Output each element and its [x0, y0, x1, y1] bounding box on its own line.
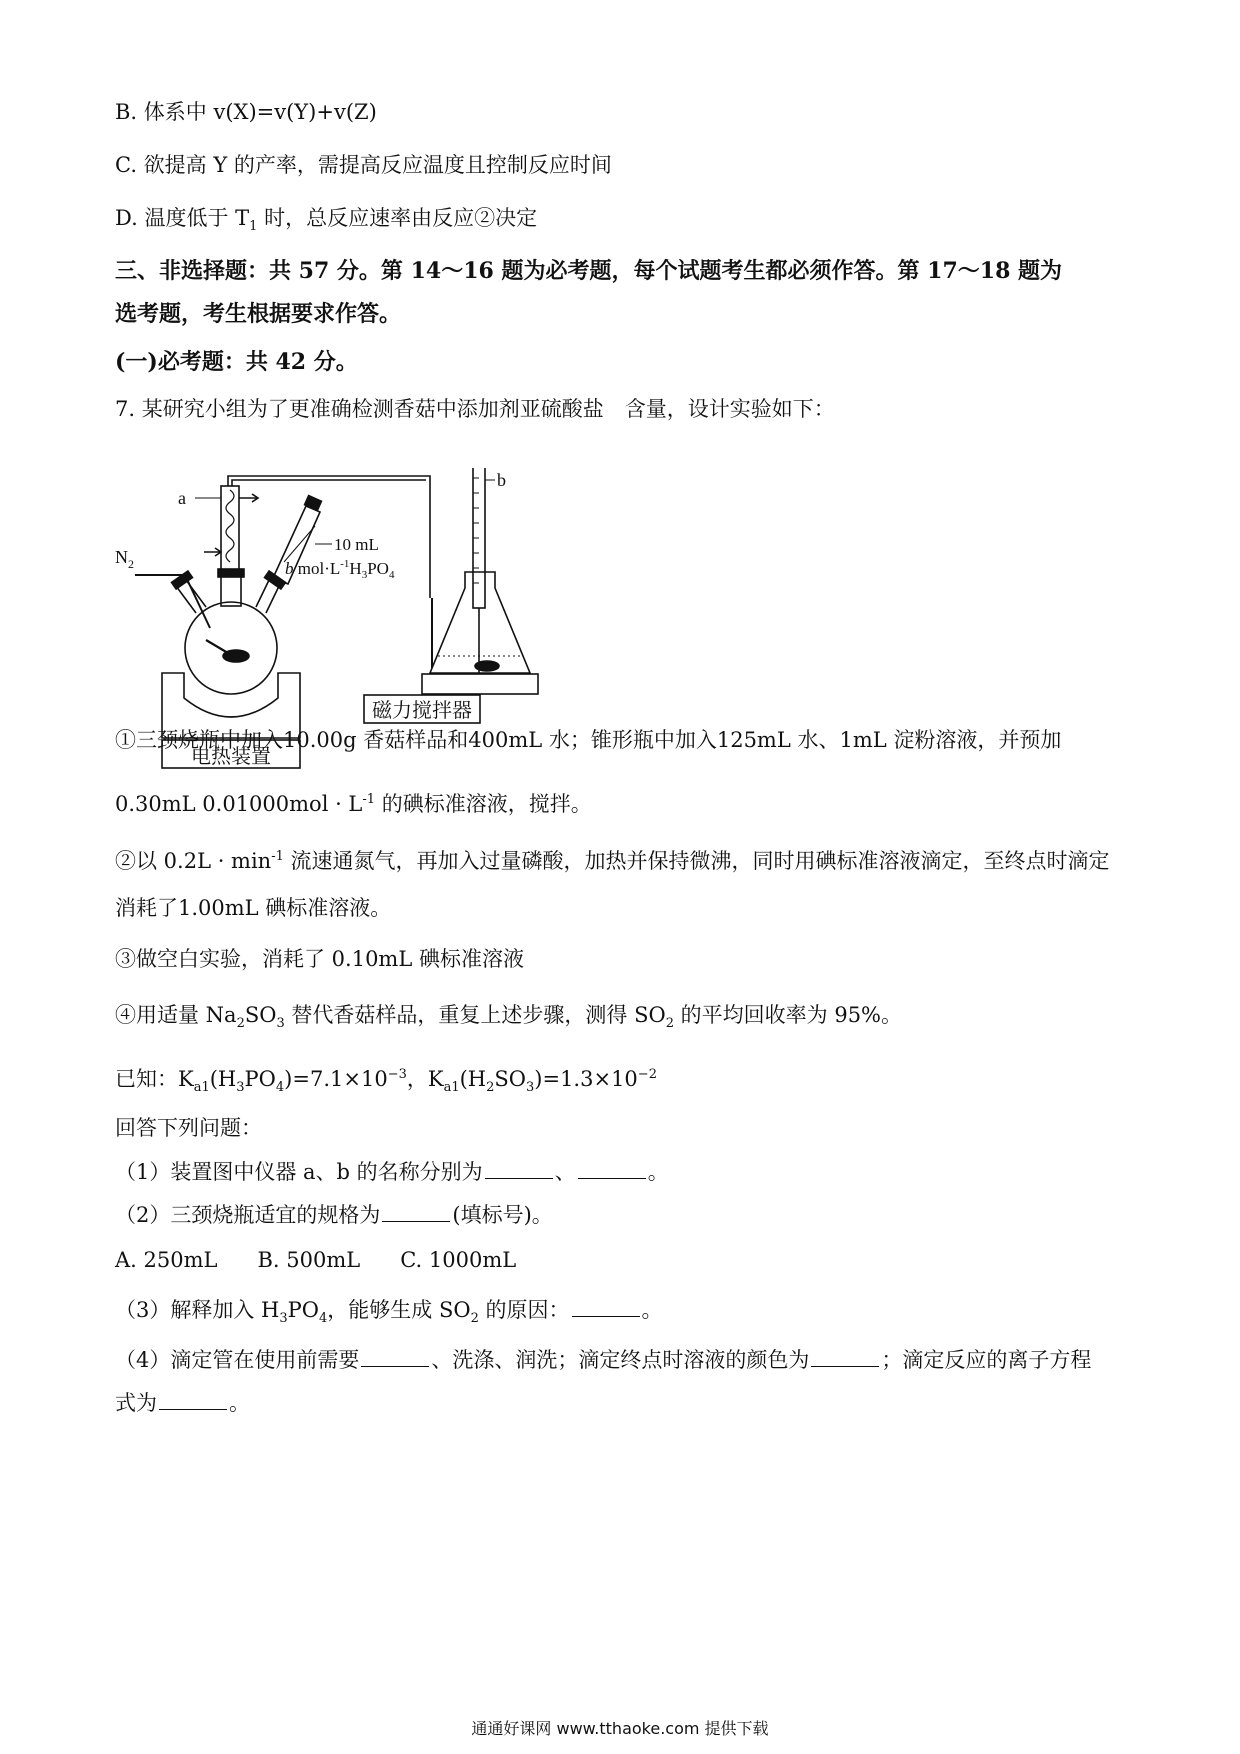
answer-prompt: 回答下列问题：: [115, 1116, 262, 1140]
stir-bar: [475, 661, 499, 671]
volume-label: 10 mL: [334, 535, 379, 554]
step2-line1: ②以 $0.2L \cdot \min^{-1}$ 流速通氮气，再加入过量磷酸，加热并保持微沸，同时用碘标准溶液滴定，至终点时滴定: [115, 849, 1110, 873]
known-constants: 已知：$K_{a1}(H_3PO_4)=7.1\times 10^{-3}$，$K_{a1}(H_2SO_3)=1.3\times 10^{-2}$: [115, 1067, 657, 1096]
burette-graduations: [473, 478, 479, 583]
stirrer-label: 磁力搅拌器: [372, 700, 472, 722]
question-3: （3）解释加入 $H_3PO_4$，能够生成 $SO_2$ 的原因： 。: [115, 1298, 663, 1327]
option-c: C. 欲提高 Y 的产率，需提高反应温度且控制反应时间: [115, 153, 612, 177]
option-500ml: B. 500mL: [257, 1248, 361, 1272]
label-b: b: [497, 470, 506, 490]
section-sub-header: (一)必考题：共 42 分。: [115, 349, 358, 375]
option-1000ml: C. 1000mL: [400, 1248, 517, 1272]
condenser: [221, 486, 239, 570]
question-2-options: [115, 1245, 556, 1275]
section-header-line1: 三、非选择题：共 57 分。第 14～16 题为必考题，每个试题考生都必须作答。第 17～18 题为: [115, 258, 1063, 284]
question-intro: 7. 某研究小组为了更准确检测香菇中添加剂亚硫酸盐 含量，设计实验如下：: [115, 397, 835, 421]
answer-blank[interactable]: [572, 1298, 640, 1317]
conical-flask: [430, 572, 530, 673]
heater-label: 电热装置: [191, 746, 271, 768]
concentration-label: b $mol\cdot L^{-1}H_3PO_4$: [285, 558, 395, 581]
answer-blank[interactable]: [361, 1348, 429, 1367]
question-1: （1）装置图中仪器 a、b 的名称分别为 、 。: [115, 1160, 669, 1184]
step2-line2: 消耗了1.00mL 碘标准溶液。: [115, 896, 392, 920]
section-header-line2: 选考题，考生根据要求作答。: [115, 301, 402, 327]
page-footer: 通通好课网 www.tthaoke.com 提供下载: [471, 1719, 769, 1738]
step1-line1: ①三颈烧瓶中加入10.00g 香菇样品和400mL 水；锥形瓶中加入125mL 水、1mL 淀粉溶液，并预加: [115, 728, 1062, 752]
question-4-line2: 式为 。: [115, 1391, 250, 1415]
sample-solid: [223, 650, 249, 662]
question-4-line1: （4）滴定管在使用前需要 、洗涤、润洗；滴定终点时溶液的颜色为 ；滴定反应的离子方程: [115, 1348, 1092, 1372]
step4: ④用适量 $Na_2SO_3$ 替代香菇样品，重复上述步骤，测得 $SO_2$ 的平均回收率为 95%。: [115, 1003, 903, 1032]
three-neck-flask: [185, 602, 277, 694]
step3: ③做空白实验，消耗了 0.10mL 碘标准溶液: [115, 947, 524, 971]
stirrer-base: [422, 674, 538, 694]
gas-tube-top-inner: [232, 480, 426, 486]
answer-blank[interactable]: [578, 1160, 646, 1179]
answer-blank[interactable]: [485, 1160, 553, 1179]
answer-blank[interactable]: [159, 1391, 227, 1410]
question-2: （2）三颈烧瓶适宜的规格为 (填标号)。: [115, 1203, 553, 1227]
answer-blank[interactable]: [382, 1203, 450, 1222]
gas-tube-top: [228, 476, 430, 598]
option-250ml: A. 250mL: [115, 1248, 218, 1272]
nitrogen-label: $N_2$: [115, 547, 134, 571]
option-b: B. 体系中 v(X)=v(Y)+v(Z): [115, 100, 377, 124]
option-d: D. 温度低于 $T_1$ 时，总反应速率由反应②决定: [115, 206, 538, 235]
step1-line2: 0.30mL $0.01000mol \cdot L^{-1}$ 的碘标准溶液，搅拌。: [115, 792, 592, 816]
condenser-coil: [226, 490, 234, 562]
label-a: a: [178, 488, 186, 508]
funnel-stopper: [305, 496, 322, 511]
answer-blank[interactable]: [811, 1348, 879, 1367]
